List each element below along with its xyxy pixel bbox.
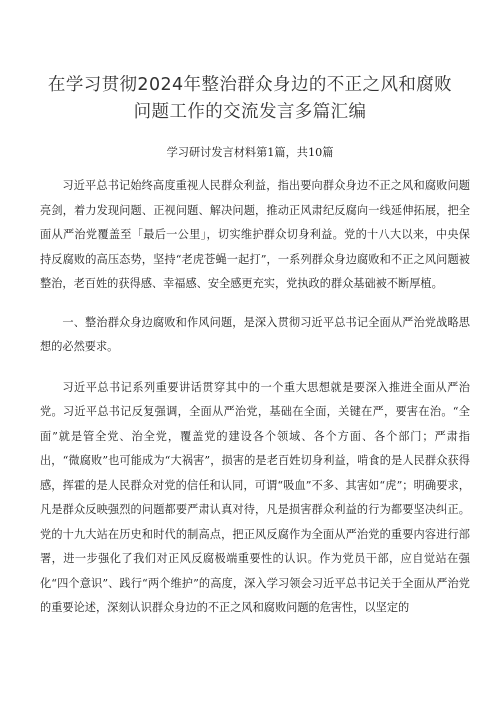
body-paragraph: 习近平总书记始终高度重视人民群众利益，指出要向群众身边不正之风和腐败问题亮剑，着力发现问题、正视问题、解决问题，推动正风肃纪反腐向一线延伸拓展，把全面从严治党覆盖至「最后一公里」，切实维护群众切身利益。党的十八大以来，中央保持反腐败的高压态势，坚持“老虎苍蝇一起打”，一系列群众身边腐败和不正之风问题被整治，老百姓的获得感、幸福感、安全感更充实，党执政的群众基础被不断厚植。	[40, 179, 470, 290]
document-title	[40, 72, 460, 126]
document-subheading: 学习研讨发言材料第1篇，共10篇	[166, 146, 334, 159]
document-body	[40, 174, 470, 621]
body-paragraph: 习近平总书记系列重要讲话贯穿其中的一个重大思想就是要深入推进全面从严治党。习近平总书记反复强调，全面从严治党，基础在全面，关键在严，要害在治。“全面”就是管全党、治全党，覆盖党的建设各个领域、各个方面、各个部门；严肃指出，“微腐败”也可能成为“大祸害”，损害的是老百姓切身利益，啃食的是人民群众获得感，挥霍的是人民群众对党的信任和认同，可谓“吸血”不多、其害如“虎”；明确要求，凡是群众反映强烈的问题都要严肃认真对待，凡是损害群众利益的行为都要坚决纠正。党的十九大站在历史和时代的制高点，把正风反腐作为全面从严治党的重要内容进行部署，进一步强化了我们对正风反腐极端重要性的认识。作为党员干部，应自觉站在强化“四个意识”、践行“两个维护”的高度，深入学习领会习近平总书记关于全面从严治党的重要论述，深刻认识群众身边的不正之风和腐败问题的危害性，以坚定的	[40, 380, 470, 614]
title-line-1: 在学习贯彻2024年整治群众身边的不正之风和腐败	[47, 75, 453, 95]
title-line-2: 问题工作的交流发言多篇汇编	[133, 102, 367, 122]
section-heading-paragraph: 一、整治群众身边腐败和作风问题，是深入贯彻习近平总书记全面从严治党战略思想的必然要求。	[40, 315, 470, 353]
